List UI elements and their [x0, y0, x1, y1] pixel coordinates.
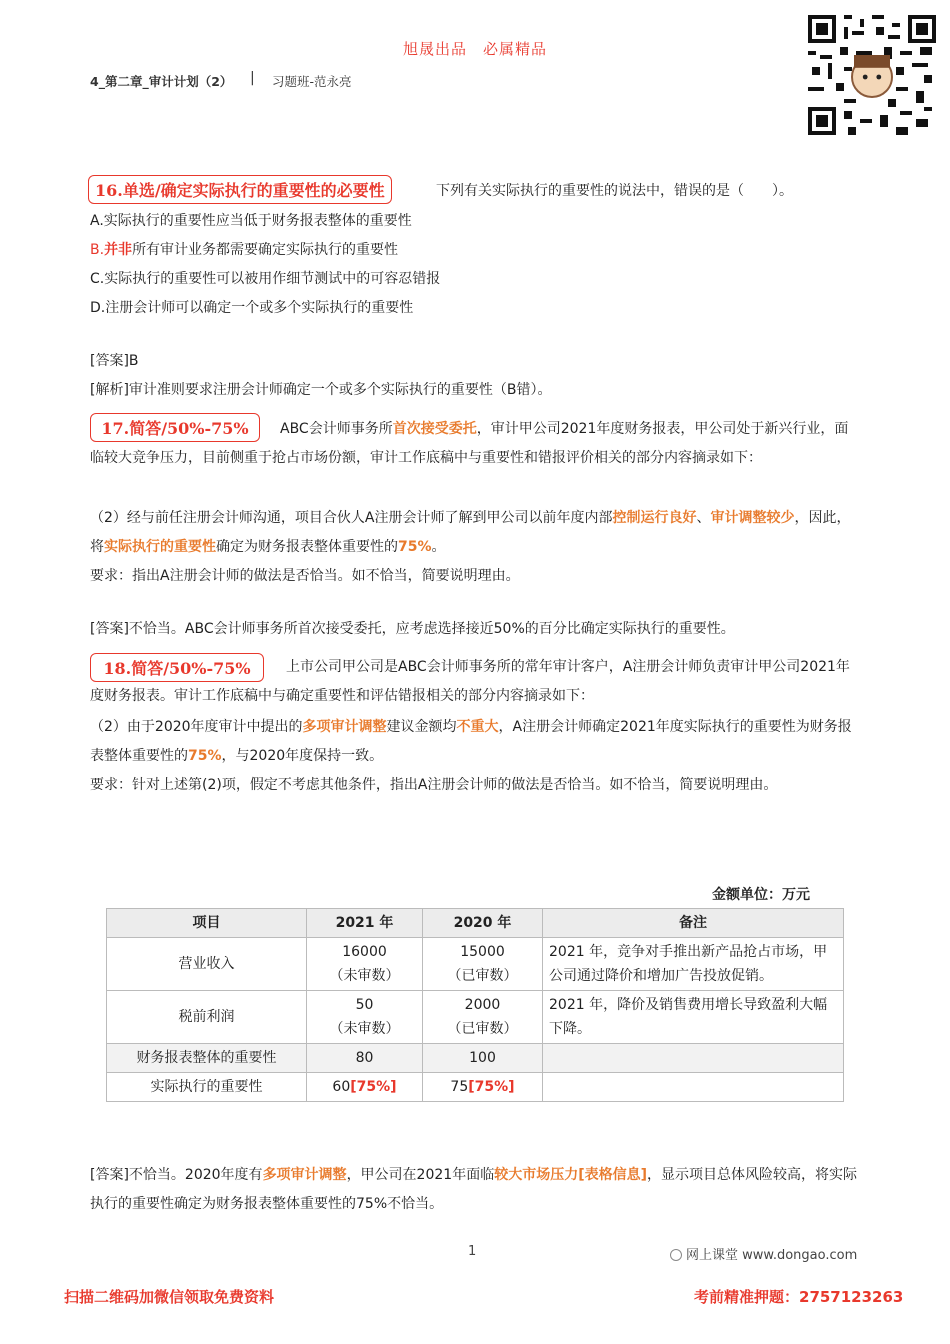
course-name: 习题班-范永亮 — [272, 74, 352, 89]
q16-option-d: D.注册会计师可以确定一个或多个实际执行的重要性 — [90, 300, 414, 316]
qr-code-icon — [808, 14, 936, 136]
row-remark: 2021 年，降价及销售费用增长导致盈利大幅下降。 — [543, 991, 844, 1044]
table-header: 2021 年 — [307, 909, 423, 938]
table-header-row — [107, 909, 844, 938]
q17-highlight-materiality: 实际执行的重要性 — [104, 539, 216, 555]
row-2021 — [307, 991, 423, 1044]
value-tag: [75%] — [350, 1079, 397, 1095]
row-remark — [543, 1044, 844, 1073]
value: 60 — [332, 1079, 351, 1095]
row-remark — [543, 1073, 844, 1102]
brand-text: 网上课堂 www.dongao.com — [686, 1248, 858, 1263]
row-2020: 100 — [423, 1044, 543, 1073]
q17-intro-highlight: 首次接受委托 — [392, 421, 477, 437]
table-row — [107, 991, 844, 1044]
table-row — [107, 1073, 844, 1102]
q18-answer-highlight-adjust: 多项审计调整 — [262, 1167, 347, 1183]
q18-item-text-b: 建议金额均 — [386, 719, 457, 735]
value: 75 — [450, 1079, 469, 1095]
q17-intro-text-a: ABC会计师事务所 — [280, 421, 393, 437]
q18-highlight-percent: 75% — [188, 748, 222, 764]
value: 50 — [355, 997, 374, 1013]
q17-intro-text-b: ，审计甲公司2021年度财务报表，甲公司处于新兴行业，面临较大竞争压力，目前侧重于抢占市场份额，审计工作底稿中与重要性和错报评价相关的部分内容摘录如下： — [90, 421, 849, 466]
q17-item-text-e: 。 — [431, 539, 446, 555]
page-banner: 旭晟出品 必属精品 — [402, 40, 547, 58]
q18-intro: 上市公司甲公司是ABC会计师事务所的常年审计客户，A注册会计师负责审计甲公司2021年度财务报表。审计工作底稿中与确定重要性和评估错报相关的部分内容摘录如下： — [90, 659, 850, 704]
footer-right-text: 考前精准押题：2757123263 — [694, 1288, 904, 1306]
q17-intro — [90, 415, 862, 473]
value: 15000 — [460, 944, 505, 960]
value-tag: [75%] — [468, 1079, 515, 1095]
header-separator: | — [250, 70, 255, 86]
row-item: 税前利润 — [107, 991, 307, 1044]
q18-item-text-a: （2）由于2020年度审计中提出的 — [90, 719, 303, 735]
q18-item-text-d: ，与2020年度保持一致。 — [221, 748, 384, 764]
brand-mark — [670, 1244, 857, 1263]
q18-item-text-c: ，A注册会计师确定2021年度实际执行的重要性为财务报表整体重要性的 — [90, 719, 852, 764]
q17-requirement: 要求：指出A注册会计师的做法是否恰当。如不恰当，简要说明理由。 — [90, 568, 520, 584]
q18-answer-text-c: ，显示项目总体风险较高，将实际执行的重要性确定为财务报表整体重要性的75%不恰当。 — [90, 1167, 857, 1212]
q16-tag: 16.单选/确定实际执行的重要性的必要性 — [88, 175, 392, 204]
q17-highlight-control: 控制运行良好 — [612, 510, 697, 526]
q16-option-c: C.实际执行的重要性可以被用作细节测试中的可容忍错报 — [90, 271, 441, 287]
q18-requirement: 要求：针对上述第(2)项，假定不考虑其他条件，指出A注册会计师的做法是否恰当。如不恰当，简要说明理由。 — [90, 777, 778, 793]
q18-tag: 18.简答/50%-75% — [90, 653, 264, 682]
amount-unit: 金额单位：万元 — [712, 887, 810, 903]
page-number: 1 — [468, 1244, 477, 1259]
row-2021: 80 — [307, 1044, 423, 1073]
row-2020 — [423, 991, 543, 1044]
table-header: 备注 — [543, 909, 844, 938]
value-note: （已审数） — [447, 968, 518, 984]
q17-item-2 — [90, 504, 862, 562]
q16-option-b — [90, 236, 860, 265]
q17-item-text-b: 、 — [696, 510, 711, 526]
row-remark: 2021 年，竞争对手推出新产品抢占市场，甲公司通过降价和增加广告投放促销。 — [543, 938, 844, 991]
row-2020 — [423, 938, 543, 991]
footer-left-text: 扫描二维码加微信领取免费资料 — [64, 1288, 275, 1306]
table-row — [107, 1044, 844, 1073]
row-2021 — [307, 938, 423, 991]
row-item: 财务报表整体的重要性 — [107, 1044, 307, 1073]
q16-analysis: [解析]审计准则要求注册会计师确定一个或多个实际执行的重要性（B错）。 — [90, 382, 552, 398]
row-2020 — [423, 1073, 543, 1102]
row-item: 实际执行的重要性 — [107, 1073, 307, 1102]
q17-tag: 17.简答/50%-75% — [90, 413, 260, 442]
row-item: 营业收入 — [107, 938, 307, 991]
q16-option-b-text: 所有审计业务都需要确定实际执行的重要性 — [132, 242, 399, 258]
value-note: （未审数） — [329, 1021, 400, 1037]
value-note: （已审数） — [447, 1021, 518, 1037]
chapter-title: 4_第二章_审计计划（2） — [90, 74, 233, 89]
q17-answer: [答案]不恰当。ABC会计师事务所首次接受委托，应考虑选择接近50%的百分比确定实际执行的重要性。 — [90, 621, 735, 637]
q16-stem: 下列有关实际执行的重要性的说法中，错误的是（ ）。 — [436, 183, 793, 199]
q18-highlight-immaterial: 不重大 — [456, 719, 499, 735]
q17-item-text-a: （2）经与前任注册会计师沟通，项目合伙人A注册会计师了解到甲公司以前年度内部 — [90, 510, 613, 526]
q16-option-b-letter: B. — [90, 242, 105, 258]
q17-item-text-d: 确定为财务报表整体重要性的 — [216, 539, 398, 555]
q16-answer: [答案]B — [90, 353, 139, 369]
q18-answer-text-a: [答案]不恰当。2020年度有 — [90, 1167, 263, 1183]
financial-table — [106, 908, 844, 1102]
row-2021 — [307, 1073, 423, 1102]
q17-highlight-adjust: 审计调整较少 — [710, 510, 795, 526]
q18-answer-highlight-pressure: 较大市场压力[表格信息] — [494, 1167, 647, 1183]
q16-option-b-highlight: 并非 — [104, 242, 133, 258]
q17-item-text-c: ，因此，将 — [90, 510, 851, 555]
q18-item-2 — [90, 713, 862, 771]
q18-highlight-adjust: 多项审计调整 — [302, 719, 387, 735]
value: 16000 — [342, 944, 387, 960]
table-header: 2020 年 — [423, 909, 543, 938]
q18-answer-text-b: ，甲公司在2021年面临 — [346, 1167, 495, 1183]
value: 2000 — [464, 997, 501, 1013]
q18-answer — [90, 1161, 862, 1219]
table-row — [107, 938, 844, 991]
dongao-logo-icon — [670, 1249, 682, 1261]
table-header: 项目 — [107, 909, 307, 938]
q16-option-a: A.实际执行的重要性应当低于财务报表整体的重要性 — [90, 213, 412, 229]
q17-highlight-percent: 75% — [398, 539, 432, 555]
value-note: （未审数） — [329, 968, 400, 984]
